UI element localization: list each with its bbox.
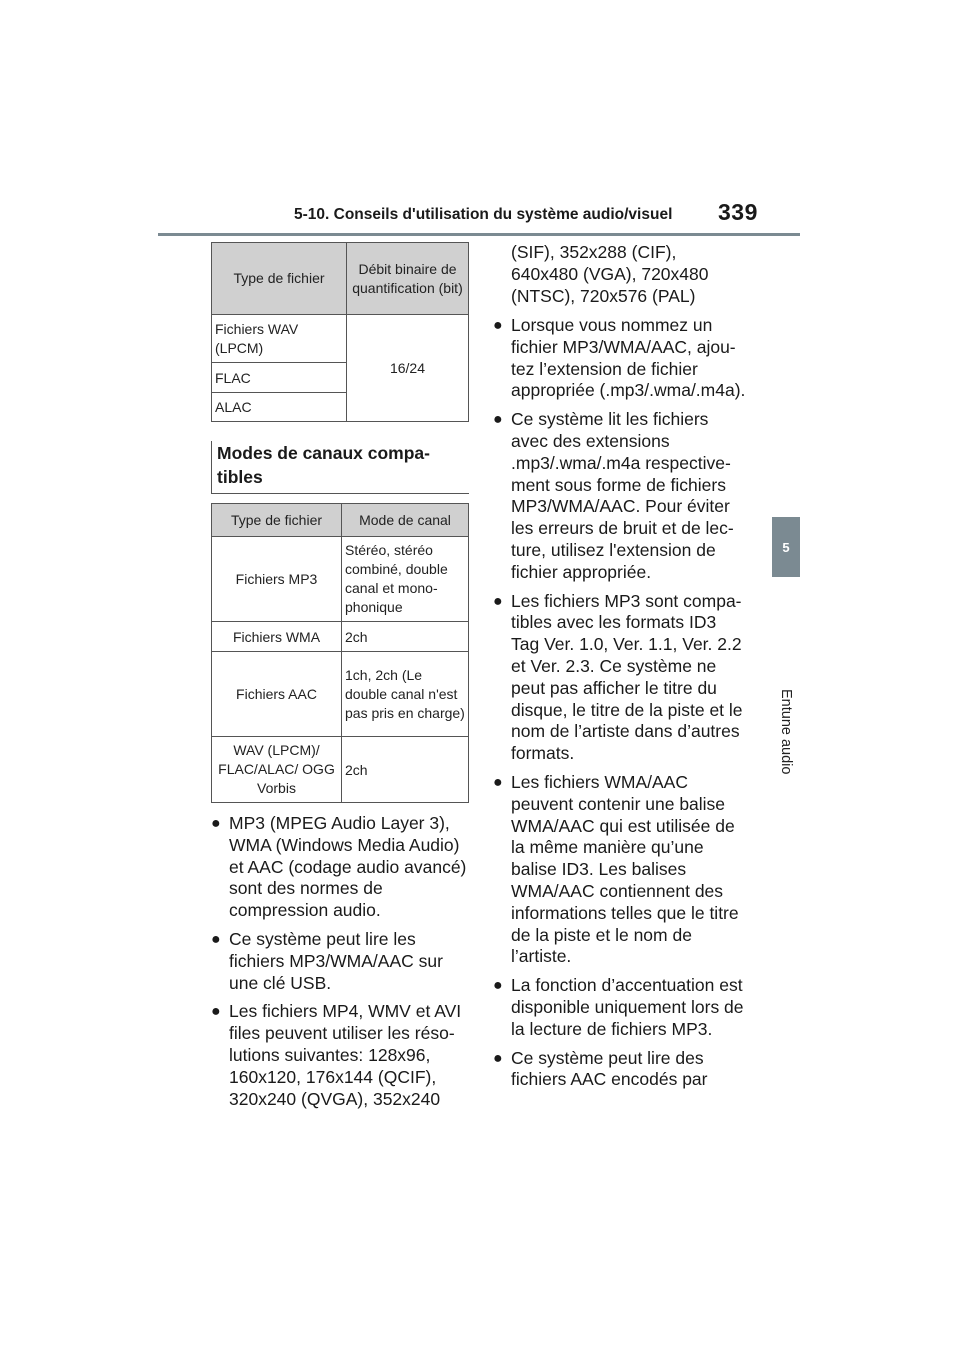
table-row	[212, 652, 469, 737]
table-cell: WAV (LPCM)/ FLAC/ALAC/ OGG Vorbis	[212, 737, 342, 803]
list-item: ● Ce système lit les fichiers avec des extensions .mp3/.wma/.m4a respective-ment sous forme de fichiers MP3/WMA/AAC. Pour éviter les erreurs de bruit et de lec-ture, utilisez l'extension de fichier appropriée.	[493, 409, 748, 583]
list-item: ● Lorsque vous nommez un fichier MP3/WMA/AAC, ajou-tez l’extension de fichier appropriée (.mp3/.wma/.m4a).	[493, 315, 748, 402]
page-number: 339	[718, 199, 758, 225]
section-heading: Modes de canaux compa-tibles	[211, 441, 469, 493]
channel-mode-table	[211, 503, 469, 803]
list-item: ● Ce système peut lire les fichiers MP3/WMA/AAC sur une clé USB.	[211, 929, 469, 994]
bullet-list-right	[493, 315, 748, 1098]
bullet-list-left	[211, 813, 469, 1117]
table-cell: 1ch, 2ch (Le double canal n'est pas pris en charge)	[342, 652, 469, 737]
table-cell: Stéréo, stéréo combiné, double canal et mono-phonique	[342, 537, 469, 622]
table-header-cell: Débit binaire de quantification (bit)	[347, 243, 469, 315]
table-cell: Fichiers WMA	[212, 622, 342, 652]
table-cell: Fichiers WAV (LPCM)	[212, 315, 347, 363]
table-row	[212, 537, 469, 622]
list-item: ● Les fichiers MP3 sont compa-tibles avec les formats ID3 Tag Ver. 1.0, Ver. 1.1, Ver. 2.2 et Ver. 2.3. Ce système ne peut pas afficher le titre du disque, le titre de la piste et le nom de l’artiste dans d’autres formats.	[493, 591, 748, 765]
table-header-cell: Mode de canal	[342, 504, 469, 537]
table-cell: FLAC	[212, 363, 347, 393]
list-item: ● Ce système peut lire des fichiers AAC encodés par	[493, 1048, 748, 1092]
table-cell: 2ch	[342, 622, 469, 652]
table-header-cell: Type de fichier	[212, 243, 347, 315]
table-row	[212, 737, 469, 803]
section-rule	[211, 493, 469, 494]
table-cell: 16/24	[347, 315, 469, 422]
list-item: ● Les fichiers MP4, WMV et AVI files peuvent utiliser les réso-lutions suivantes: 128x96, 160x120, 176x144 (QCIF), 320x240 (QVGA), 352x240	[211, 1001, 469, 1110]
list-item: ● La fonction d’accentuation est disponible uniquement lors de la lecture de fichiers MP3.	[493, 975, 748, 1040]
bit-depth-table	[211, 242, 469, 422]
table-cell: Fichiers MP3	[212, 537, 342, 622]
table-cell: Fichiers AAC	[212, 652, 342, 737]
table-header-row	[212, 243, 469, 315]
list-item: ● Les fichiers WMA/AAC peuvent contenir une balise WMA/AAC qui est utilisée de la même manière qu’une balise ID3. Les balises WMA/AAC contiennent des informations telles que le titre de la piste et le nom de l’artiste.	[493, 772, 748, 968]
table-cell: 2ch	[342, 737, 469, 803]
section-title: 5-10. Conseils d'utilisation du système audio/visuel	[294, 206, 673, 223]
list-item: ● MP3 (MPEG Audio Layer 3), WMA (Windows Media Audio) et AAC (codage audio avancé) sont des normes de compression audio.	[211, 813, 469, 922]
chapter-tab: 5	[772, 517, 800, 577]
table-cell: ALAC	[212, 393, 347, 422]
continued-text: (SIF), 352x288 (CIF), 640x480 (VGA), 720x480 (NTSC), 720x576 (PAL)	[511, 242, 709, 306]
chapter-label: Entune audio	[778, 689, 794, 775]
table-row	[212, 315, 469, 363]
header-rule	[158, 233, 800, 236]
table-row	[212, 622, 469, 652]
table-header-cell: Type de fichier	[212, 504, 342, 537]
table-header-row	[212, 504, 469, 537]
